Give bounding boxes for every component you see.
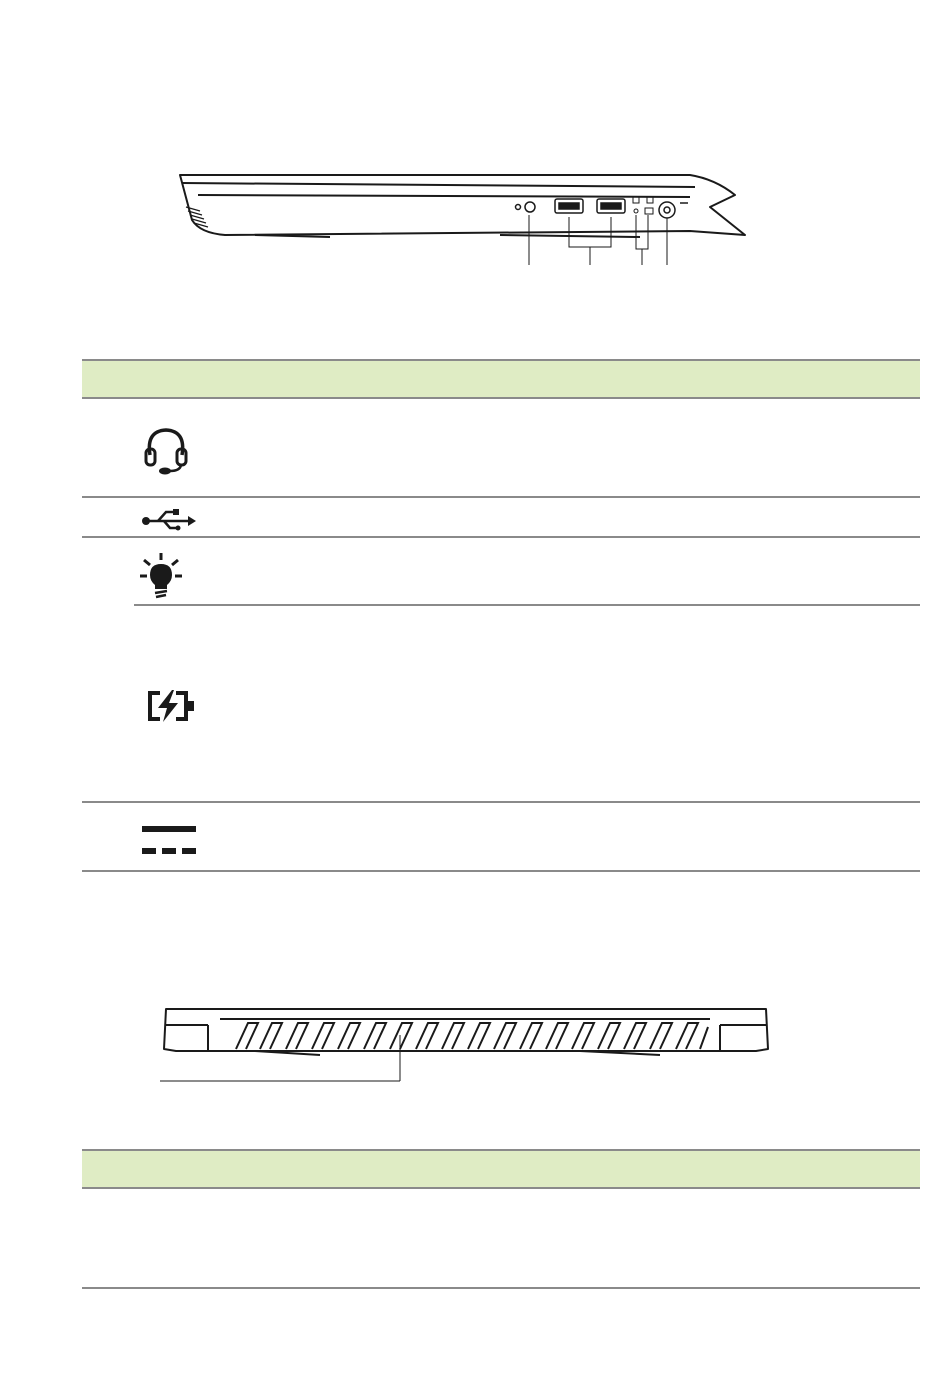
- laptop-rear-drawing: [160, 1005, 772, 1090]
- laptop-right-side-drawing: [170, 165, 760, 265]
- headset-jack: [516, 202, 536, 212]
- laptop-right-side-figure: [170, 165, 760, 265]
- laptop-rear-figure: [160, 1005, 772, 1090]
- table-header-rule: [82, 397, 920, 399]
- battery-charging-icon: [146, 690, 196, 722]
- table-header-rule: [82, 1187, 920, 1189]
- usb-port-2: [597, 199, 625, 213]
- usb-icon: [140, 508, 196, 530]
- row-subrule: [134, 604, 920, 606]
- usb-port-1: [555, 199, 583, 213]
- power-indicator-icon: [140, 552, 182, 598]
- table-header-row: [82, 361, 920, 397]
- row-rule: [82, 536, 920, 538]
- dc-in-icon: [142, 826, 196, 856]
- table-header-row: [82, 1151, 920, 1187]
- row-rule: [82, 496, 920, 498]
- table-bottom-rule: [82, 1287, 920, 1289]
- row-rule: [82, 801, 920, 803]
- led-indicators: [633, 197, 653, 214]
- dc-in-jack: [659, 202, 688, 218]
- headset-icon: [140, 427, 192, 475]
- callout-lines: [529, 215, 667, 265]
- table-bottom-rule: [82, 870, 920, 872]
- vent-callout: [160, 1035, 400, 1081]
